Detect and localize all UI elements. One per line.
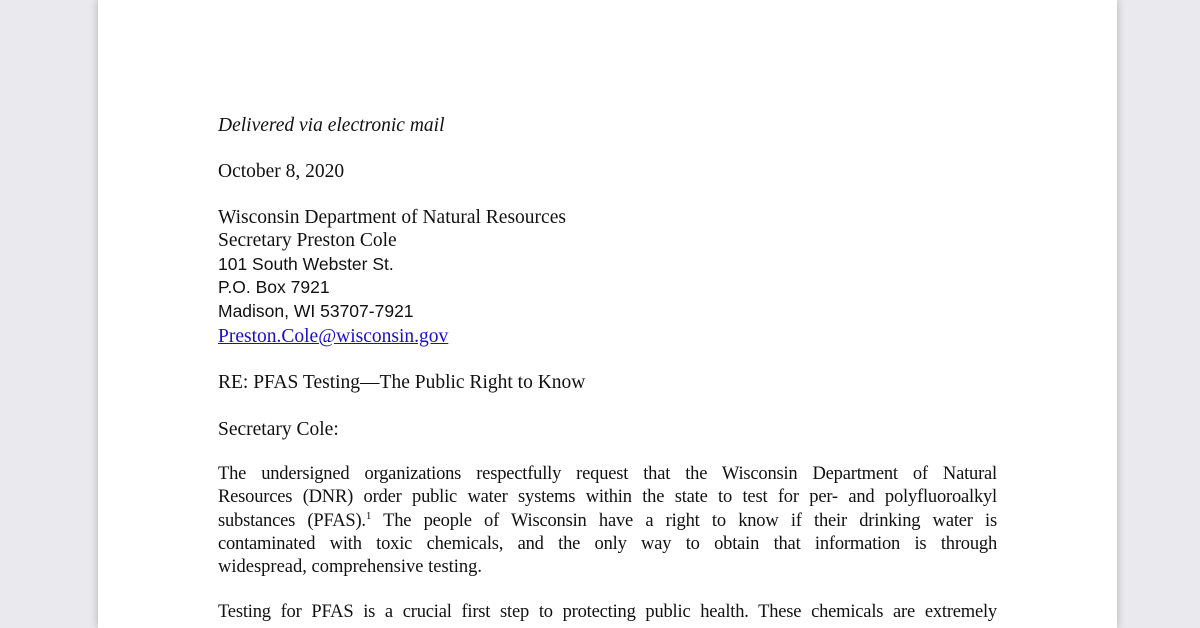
footnote-reference[interactable]: 1 — [365, 510, 372, 522]
salutation: Secretary Cole: — [218, 419, 339, 440]
recipient-po-box: P.O. Box 7921 — [218, 277, 330, 297]
paragraph-text: substances (PFAS). — [218, 511, 366, 531]
recipient-city: Madison, WI 53707-7921 — [218, 301, 414, 321]
delivery-note: Delivered via electronic mail — [218, 115, 445, 136]
paragraph-line: widespread, comprehensive testing. — [218, 557, 483, 577]
paragraph-text: The people of Wisconsin have a right to know if their drinking water is — [371, 511, 997, 531]
letter-date: October 8, 2020 — [218, 161, 345, 182]
recipient-email-link[interactable]: Preston.Cole@wisconsin.gov — [218, 326, 449, 347]
paragraph-line: Resources (DNR) order public water systems within the state to test for per- and polyfluoroalkyl — [218, 487, 997, 507]
document-page — [98, 0, 1117, 628]
paragraph-line — [218, 510, 997, 533]
paragraph-line: Testing for PFAS is a crucial first step to protecting public health. These chemicals are extremely — [218, 602, 997, 622]
recipient-name: Secretary Preston Cole — [218, 230, 397, 251]
recipient-street: 101 South Webster St. — [218, 254, 394, 274]
recipient-organization: Wisconsin Department of Natural Resources — [218, 207, 566, 228]
subject-line: RE: PFAS Testing—The Public Right to Know — [218, 372, 586, 393]
paragraph-line: The undersigned organizations respectfully request that the Wisconsin Department of Natural — [218, 464, 997, 484]
paragraph-line: contaminated with toxic chemicals, and the only way to obtain that information is through — [218, 534, 997, 554]
